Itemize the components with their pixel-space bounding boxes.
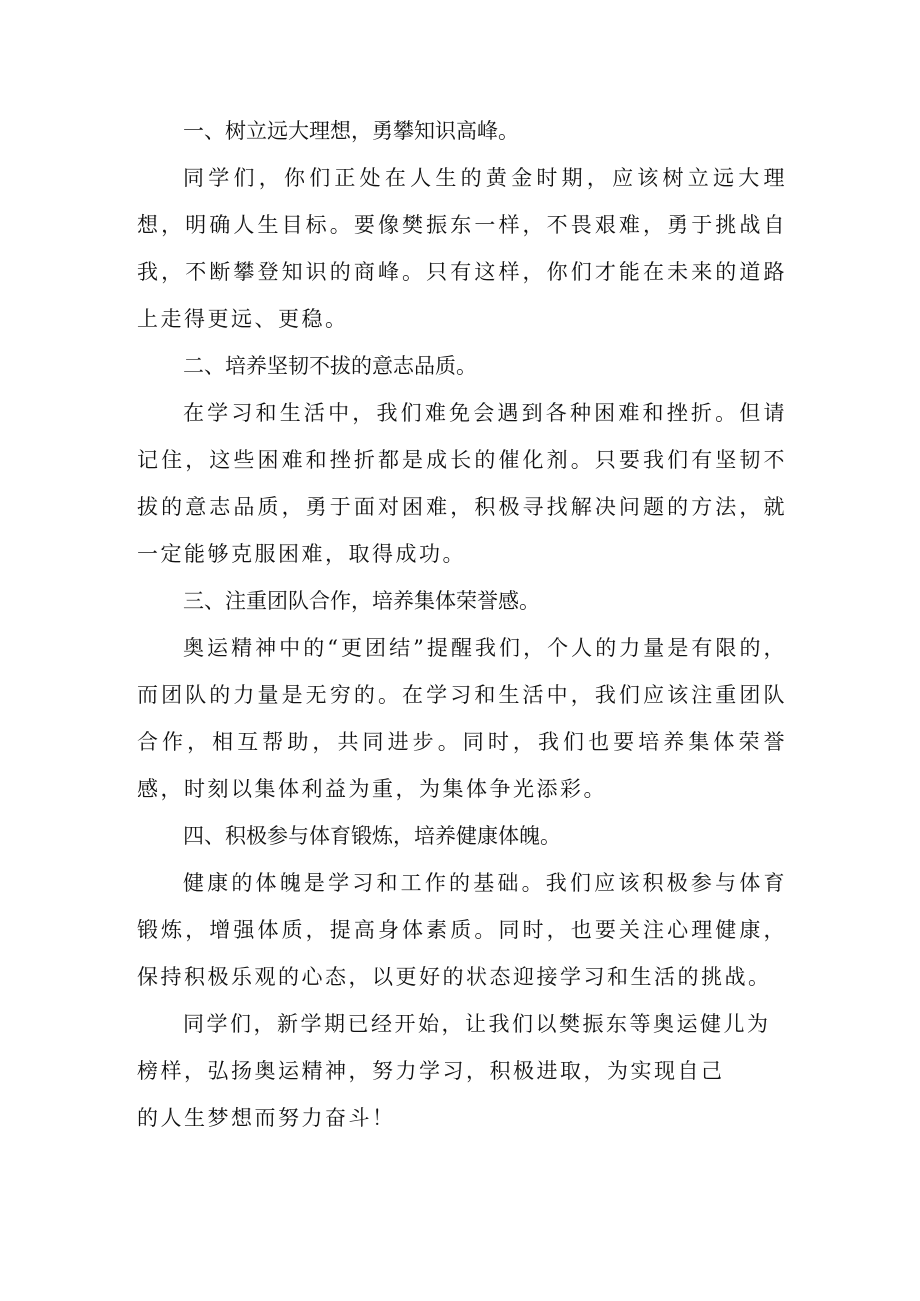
section-heading: 三、注重团队合作，培养集体荣誉感。 [183,589,540,613]
document-body [137,108,787,1142]
section-paragraph: 奥运精神中的“更团结”提醒我们，个人的力量是有限的，而团队的力量是无穷的。在学习和生活中，我们应该注重团队合作，相互帮助，共同进步。同时，我们也要培养集体荣誉感，时刻以集体利益为重，为集体争光添彩。 [137,636,787,801]
section-heading: 四、积极参与体育锻炼，培养健康体魄。 [183,824,561,848]
section-2 [137,343,787,578]
section-paragraph: 健康的体魄是学习和工作的基础。我们应该积极参与体育锻炼，增强体质，提高身体素质。同时，也要关注心理健康，保持积极乐观的心态，以更好的状态迎接学习和生活的挑战。 [137,871,787,989]
closing-section [137,1001,787,1142]
section-heading: 二、培养坚韧不拔的意志品质。 [183,354,477,378]
section-heading: 一、树立远大理想，勇攀知识高峰。 [183,119,519,143]
section-1 [137,108,787,343]
section-paragraph: 在学习和生活中，我们难免会遇到各种困难和挫折。但请记住，这些困难和挫折都是成长的催化剂。只要我们有坚韧不拔的意志品质，勇于面对困难，积极寻找解决问题的方法，就一定能够克服困难，取得成功。 [137,401,787,566]
closing-paragraph-end: 的人生梦想而努力奋斗！ [137,1106,396,1130]
closing-paragraph: 同学们，新学期已经开始，让我们以樊振东等奥运健儿为榜样，弘扬奥运精神，努力学习，积极进取，为实现自己 [137,1012,771,1083]
section-3 [137,578,787,813]
section-4 [137,813,787,1001]
section-paragraph: 同学们，你们正处在人生的黄金时期，应该树立远大理想，明确人生目标。要像樊振东一样，不畏艰难，勇于挑战自我，不断攀登知识的商峰。只有这样，你们才能在未来的道路上走得更远、更稳。 [137,166,787,331]
